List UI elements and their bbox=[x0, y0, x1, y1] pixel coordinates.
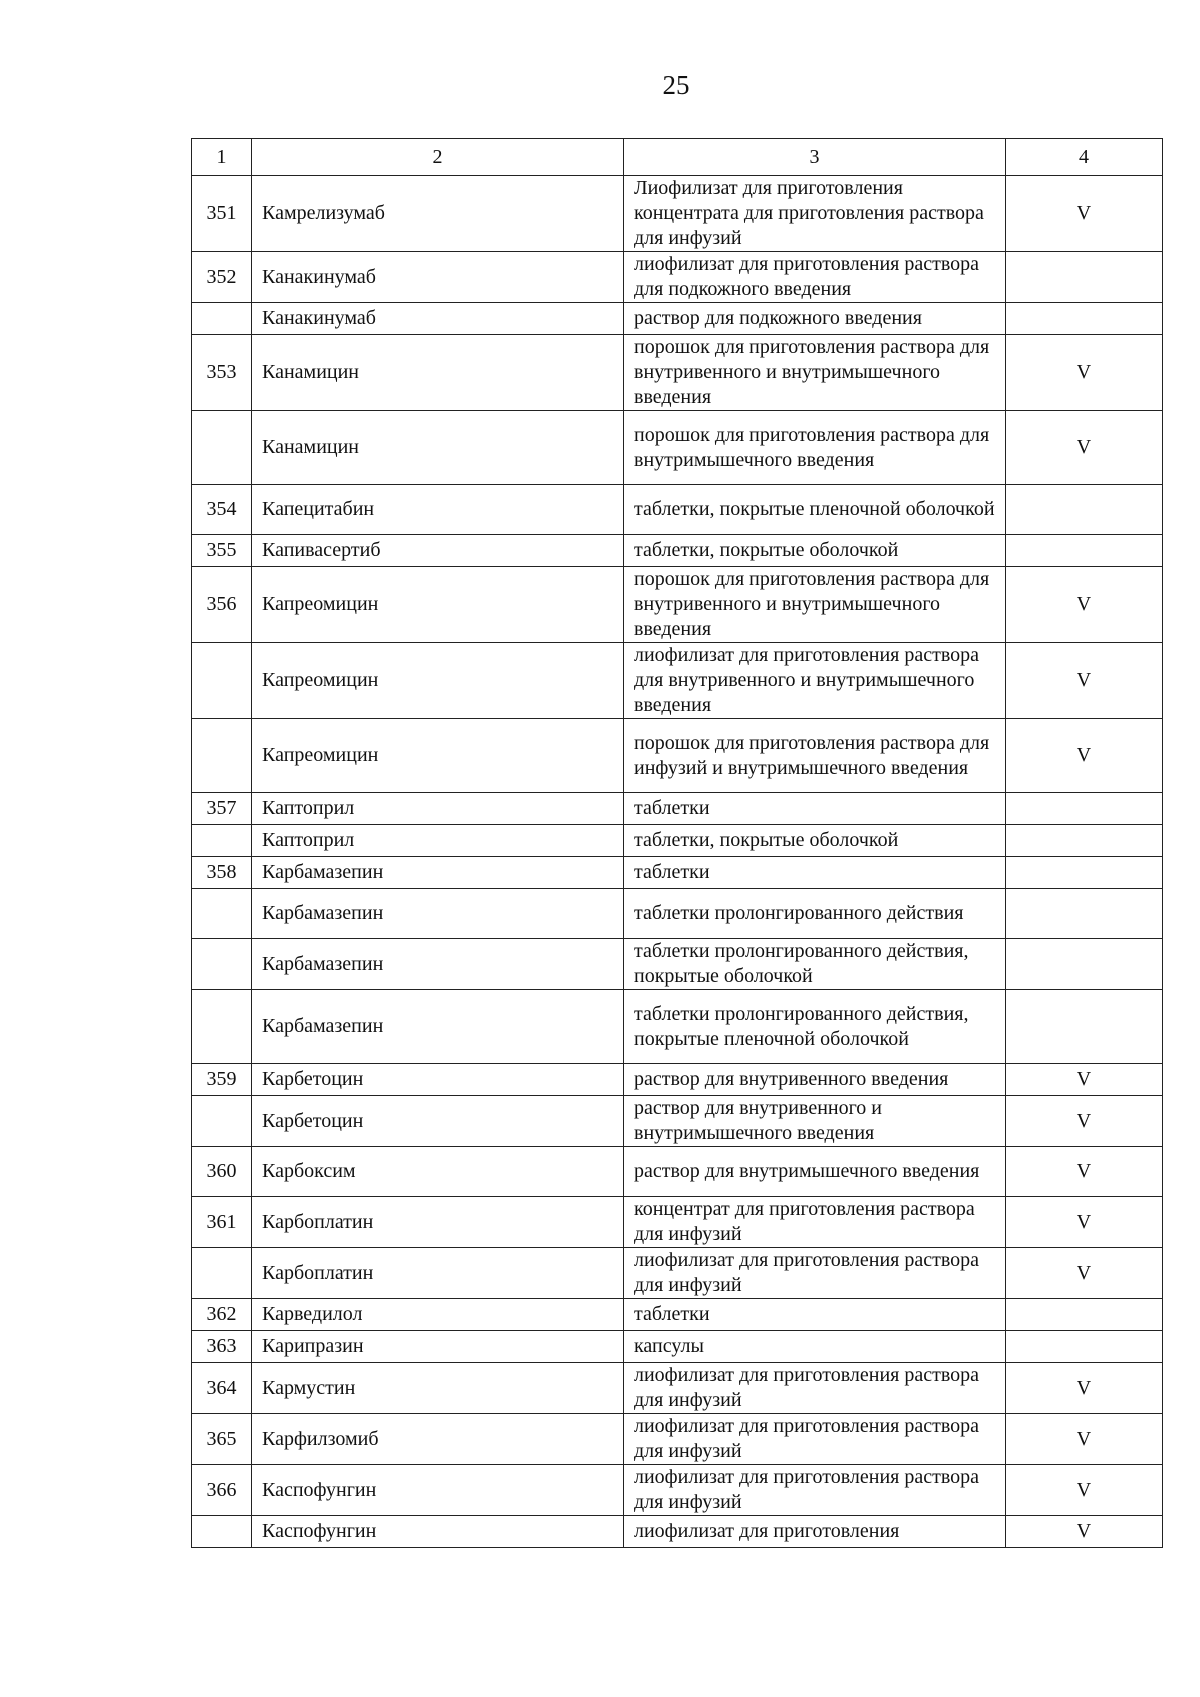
drug-name: Канамицин bbox=[252, 335, 624, 411]
drug-name: Камрелизумаб bbox=[252, 176, 624, 252]
dosage-form: лиофилизат для приготовления bbox=[624, 1516, 1006, 1548]
dosage-form: порошок для приготовления раствора для внутривенного и внутримышечного введения bbox=[624, 567, 1006, 643]
row-number: 357 bbox=[192, 793, 252, 825]
drug-name: Канакинумаб bbox=[252, 252, 624, 303]
drug-name: Карбоплатин bbox=[252, 1197, 624, 1248]
row-number: 359 bbox=[192, 1064, 252, 1096]
mark bbox=[1006, 535, 1163, 567]
drug-name: Каптоприл bbox=[252, 825, 624, 857]
mark bbox=[1006, 1299, 1163, 1331]
table-row bbox=[192, 1331, 1163, 1363]
dosage-form: лиофилизат для приготовления раствора для инфузий bbox=[624, 1414, 1006, 1465]
table-row bbox=[192, 939, 1163, 990]
dosage-form: раствор для внутримышечного введения bbox=[624, 1147, 1006, 1197]
table-row bbox=[192, 303, 1163, 335]
table-row bbox=[192, 176, 1163, 252]
row-number: 358 bbox=[192, 857, 252, 889]
drug-name: Канамицин bbox=[252, 411, 624, 485]
mark: V bbox=[1006, 1064, 1163, 1096]
row-number: 351 bbox=[192, 176, 252, 252]
drug-table bbox=[191, 138, 1163, 1548]
header-col-4: 4 bbox=[1006, 139, 1163, 176]
drug-name: Капреомицин bbox=[252, 567, 624, 643]
row-number: 362 bbox=[192, 1299, 252, 1331]
row-number: 355 bbox=[192, 535, 252, 567]
dosage-form: лиофилизат для приготовления раствора для инфузий bbox=[624, 1465, 1006, 1516]
dosage-form: Лиофилизат для приготовления концентрата для приготовления раствора для инфузий bbox=[624, 176, 1006, 252]
dosage-form: таблетки, покрытые оболочкой bbox=[624, 535, 1006, 567]
dosage-form: таблетки пролонгированного действия, покрытые пленочной оболочкой bbox=[624, 990, 1006, 1064]
row-number: 365 bbox=[192, 1414, 252, 1465]
mark: V bbox=[1006, 176, 1163, 252]
mark: V bbox=[1006, 1414, 1163, 1465]
row-number: 363 bbox=[192, 1331, 252, 1363]
table-row bbox=[192, 857, 1163, 889]
table-body bbox=[192, 176, 1163, 1548]
drug-name: Каспофунгин bbox=[252, 1465, 624, 1516]
row-number: 366 bbox=[192, 1465, 252, 1516]
table-row bbox=[192, 1465, 1163, 1516]
dosage-form: порошок для приготовления раствора для внутривенного и внутримышечного введения bbox=[624, 335, 1006, 411]
table-row bbox=[192, 567, 1163, 643]
drug-name: Карбоксим bbox=[252, 1147, 624, 1197]
mark: V bbox=[1006, 335, 1163, 411]
row-number: 361 bbox=[192, 1197, 252, 1248]
row-number: 356 bbox=[192, 567, 252, 643]
table-row bbox=[192, 1516, 1163, 1548]
drug-name: Карбетоцин bbox=[252, 1064, 624, 1096]
row-number: 352 bbox=[192, 252, 252, 303]
row-number bbox=[192, 303, 252, 335]
table-row bbox=[192, 990, 1163, 1064]
table-row bbox=[192, 889, 1163, 939]
row-number bbox=[192, 1516, 252, 1548]
dosage-form: таблетки пролонгированного действия bbox=[624, 889, 1006, 939]
drug-name: Карбоплатин bbox=[252, 1248, 624, 1299]
drug-name: Карфилзомиб bbox=[252, 1414, 624, 1465]
row-number bbox=[192, 889, 252, 939]
table-row bbox=[192, 1096, 1163, 1147]
table-row bbox=[192, 1064, 1163, 1096]
dosage-form: таблетки bbox=[624, 857, 1006, 889]
table-row bbox=[192, 793, 1163, 825]
table-row bbox=[192, 1363, 1163, 1414]
dosage-form: раствор для внутривенного и внутримышечного введения bbox=[624, 1096, 1006, 1147]
dosage-form: таблетки, покрытые оболочкой bbox=[624, 825, 1006, 857]
dosage-form: лиофилизат для приготовления раствора для внутривенного и внутримышечного введения bbox=[624, 643, 1006, 719]
mark bbox=[1006, 252, 1163, 303]
row-number: 354 bbox=[192, 485, 252, 535]
table-row bbox=[192, 643, 1163, 719]
mark: V bbox=[1006, 1096, 1163, 1147]
table-row bbox=[192, 1414, 1163, 1465]
drug-name: Каспофунгин bbox=[252, 1516, 624, 1548]
row-number bbox=[192, 411, 252, 485]
page-number: 25 bbox=[662, 70, 690, 100]
drug-name: Карбамазепин bbox=[252, 939, 624, 990]
dosage-form: лиофилизат для приготовления раствора для подкожного введения bbox=[624, 252, 1006, 303]
row-number: 364 bbox=[192, 1363, 252, 1414]
table-row bbox=[192, 252, 1163, 303]
dosage-form: лиофилизат для приготовления раствора для инфузий bbox=[624, 1248, 1006, 1299]
drug-name: Капреомицин bbox=[252, 643, 624, 719]
mark: V bbox=[1006, 643, 1163, 719]
drug-name: Капецитабин bbox=[252, 485, 624, 535]
dosage-form: раствор для внутривенного введения bbox=[624, 1064, 1006, 1096]
dosage-form: таблетки, покрытые пленочной оболочкой bbox=[624, 485, 1006, 535]
row-number bbox=[192, 1096, 252, 1147]
dosage-form: таблетки пролонгированного действия, покрытые оболочкой bbox=[624, 939, 1006, 990]
drug-name: Карбамазепин bbox=[252, 857, 624, 889]
dosage-form: концентрат для приготовления раствора для инфузий bbox=[624, 1197, 1006, 1248]
mark: V bbox=[1006, 719, 1163, 793]
table-row bbox=[192, 1147, 1163, 1197]
dosage-form: порошок для приготовления раствора для внутримышечного введения bbox=[624, 411, 1006, 485]
dosage-form: таблетки bbox=[624, 1299, 1006, 1331]
drug-name: Карбамазепин bbox=[252, 990, 624, 1064]
drug-name: Канакинумаб bbox=[252, 303, 624, 335]
table-row bbox=[192, 485, 1163, 535]
header-col-2: 2 bbox=[252, 139, 624, 176]
row-number bbox=[192, 719, 252, 793]
mark: V bbox=[1006, 1465, 1163, 1516]
drug-name: Каптоприл bbox=[252, 793, 624, 825]
row-number bbox=[192, 825, 252, 857]
mark: V bbox=[1006, 1197, 1163, 1248]
row-number: 353 bbox=[192, 335, 252, 411]
table-row bbox=[192, 411, 1163, 485]
mark bbox=[1006, 1331, 1163, 1363]
mark: V bbox=[1006, 567, 1163, 643]
mark bbox=[1006, 825, 1163, 857]
mark: V bbox=[1006, 1248, 1163, 1299]
drug-name: Кармустин bbox=[252, 1363, 624, 1414]
drug-name: Карбамазепин bbox=[252, 889, 624, 939]
table-row bbox=[192, 825, 1163, 857]
table-row bbox=[192, 1197, 1163, 1248]
table-row bbox=[192, 719, 1163, 793]
drug-name: Карипразин bbox=[252, 1331, 624, 1363]
mark bbox=[1006, 485, 1163, 535]
table-row bbox=[192, 535, 1163, 567]
row-number bbox=[192, 1248, 252, 1299]
mark bbox=[1006, 303, 1163, 335]
drug-name: Карбетоцин bbox=[252, 1096, 624, 1147]
mark bbox=[1006, 793, 1163, 825]
mark: V bbox=[1006, 1516, 1163, 1548]
dosage-form: капсулы bbox=[624, 1331, 1006, 1363]
dosage-form: порошок для приготовления раствора для инфузий и внутримышечного введения bbox=[624, 719, 1006, 793]
header-col-1: 1 bbox=[192, 139, 252, 176]
table-row bbox=[192, 335, 1163, 411]
row-number bbox=[192, 990, 252, 1064]
mark: V bbox=[1006, 1363, 1163, 1414]
table-row bbox=[192, 1248, 1163, 1299]
mark bbox=[1006, 889, 1163, 939]
dosage-form: лиофилизат для приготовления раствора для инфузий bbox=[624, 1363, 1006, 1414]
header-row bbox=[192, 139, 1163, 176]
row-number: 360 bbox=[192, 1147, 252, 1197]
drug-name: Капивасертиб bbox=[252, 535, 624, 567]
header-col-3: 3 bbox=[624, 139, 1006, 176]
drug-name: Карведилол bbox=[252, 1299, 624, 1331]
mark: V bbox=[1006, 411, 1163, 485]
drug-name: Капреомицин bbox=[252, 719, 624, 793]
mark bbox=[1006, 939, 1163, 990]
dosage-form: раствор для подкожного введения bbox=[624, 303, 1006, 335]
row-number bbox=[192, 939, 252, 990]
dosage-form: таблетки bbox=[624, 793, 1006, 825]
table-row bbox=[192, 1299, 1163, 1331]
mark bbox=[1006, 990, 1163, 1064]
row-number bbox=[192, 643, 252, 719]
mark bbox=[1006, 857, 1163, 889]
mark: V bbox=[1006, 1147, 1163, 1197]
